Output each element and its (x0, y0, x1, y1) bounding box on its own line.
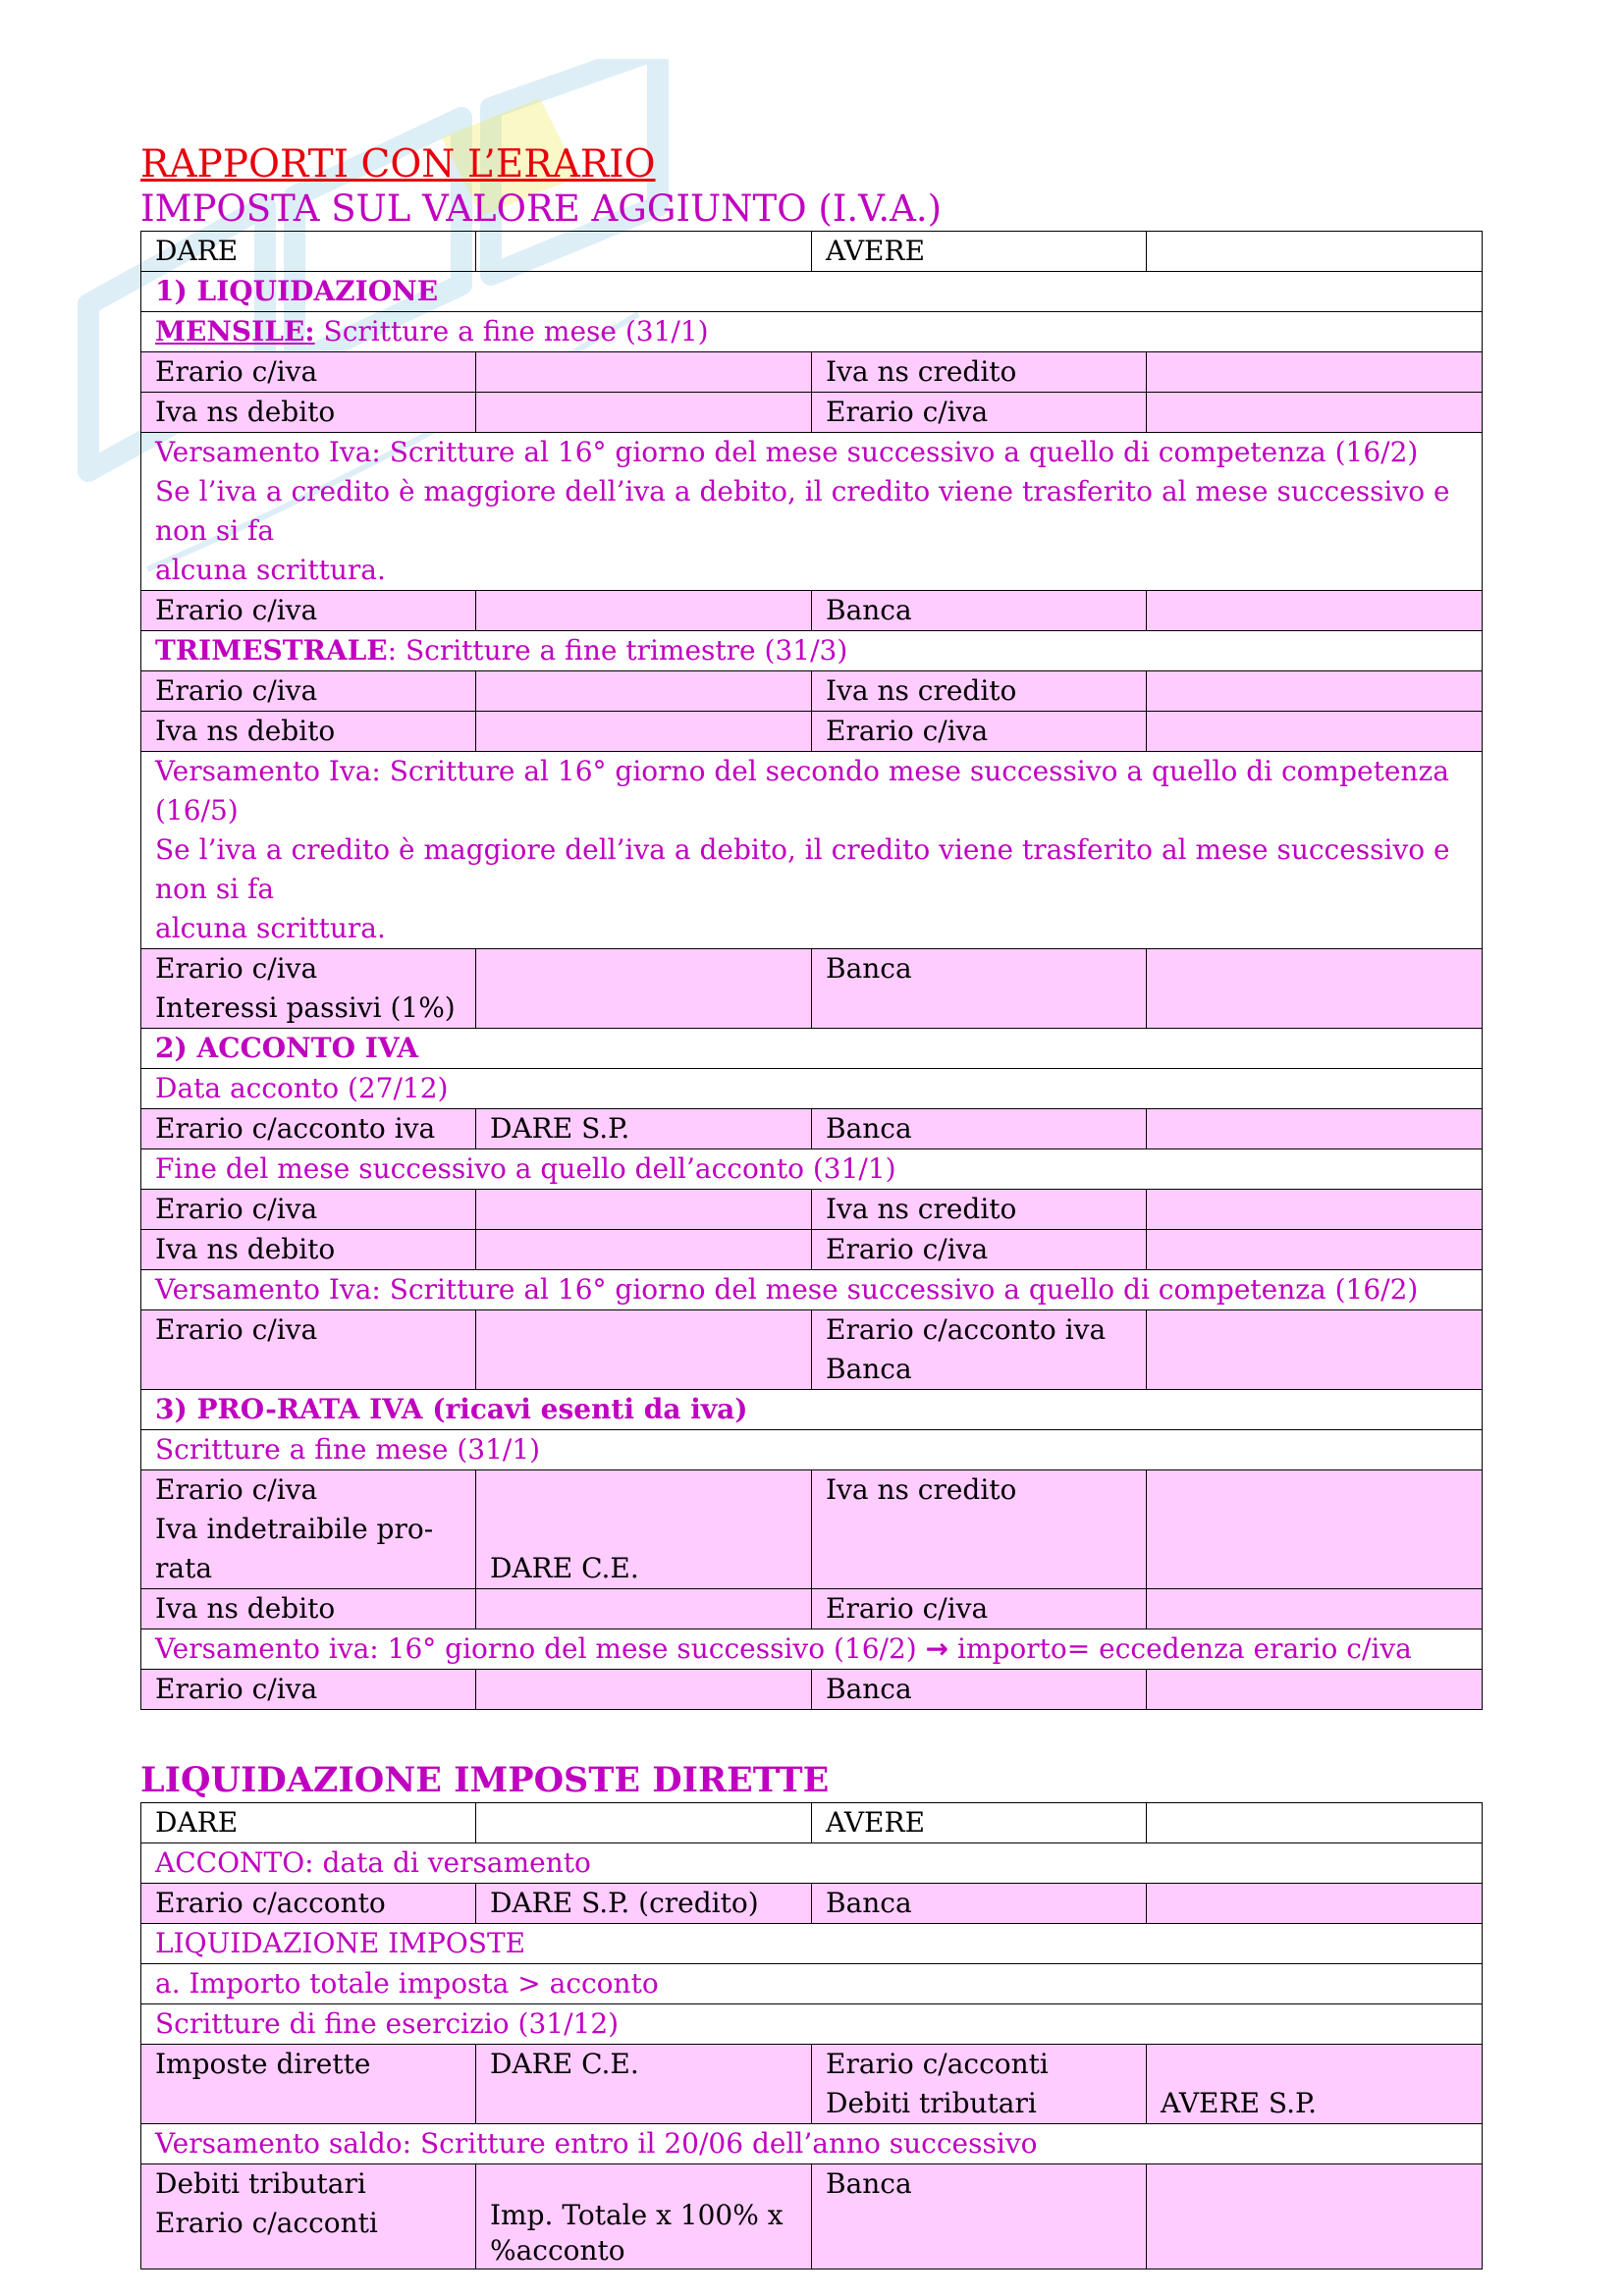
versamento-saldo-note: Versamento saldo: Scritture entro il 20/06 dell’anno successivo (141, 2124, 1483, 2164)
dare-cell: Debiti tributari Erario c/acconti (141, 2164, 476, 2269)
table-row (141, 1230, 1483, 1270)
dare-cell: Erario c/acconto iva (141, 1109, 476, 1149)
dare-cell: Erario c/iva (141, 1310, 476, 1390)
avere-cell: Banca (812, 591, 1147, 631)
mensile-row (141, 312, 1483, 352)
avere-cell: Iva ns credito (812, 1470, 1147, 1589)
avere-cell: Banca (812, 1670, 1147, 1710)
section-pro-rata: 3) PRO-RATA IVA (ricavi esenti da iva) (141, 1390, 1483, 1430)
dare-cell: Erario c/iva (141, 671, 476, 712)
note-cell: Imp. Totale x 100% x %acconto (476, 2164, 812, 2269)
table-header-row (141, 1803, 1483, 1843)
iva-table (140, 231, 1483, 1710)
table-row (141, 1310, 1483, 1390)
dare-cell: Erario c/iva Iva indetraibile pro-rata (141, 1470, 476, 1589)
avere-cell: Banca (812, 1109, 1147, 1149)
avere-cell: Erario c/iva (812, 393, 1147, 433)
table-row (141, 393, 1483, 433)
avere-cell: Banca (812, 2164, 1147, 2269)
note-cell: AVERE S.P. (1147, 2045, 1483, 2124)
iva-subtitle: IMPOSTA SUL VALORE AGGIUNTO (I.V.A.) (140, 187, 943, 230)
avere-header: AVERE (812, 1803, 1147, 1843)
liquidazione-imposte-title: LIQUIDAZIONE IMPOSTE (141, 1924, 1483, 1964)
table-row (141, 1670, 1483, 1710)
trimestrale-row: TRIMESTRALE: Scritture a fine trimestre (31/3) (141, 631, 1483, 671)
table-row (141, 591, 1483, 631)
dare-cell: Iva ns debito (141, 1230, 476, 1270)
avere-cell: Erario c/iva (812, 1589, 1147, 1629)
avere-cell: Erario c/acconto iva Banca (812, 1310, 1147, 1390)
note-cell: DARE S.P. (476, 1109, 812, 1149)
table-row (141, 671, 1483, 712)
avere-cell: Iva ns credito (812, 352, 1147, 393)
table-row (141, 1884, 1483, 1924)
table-row (141, 1589, 1483, 1629)
table-row (141, 949, 1483, 1029)
avere-cell: Erario c/iva (812, 712, 1147, 752)
mensile-text: Scritture a fine mese (31/1) (314, 315, 709, 347)
dare-cell: Imposte dirette (141, 2045, 476, 2124)
table-row (141, 2164, 1483, 2269)
table-row (141, 2045, 1483, 2124)
versamento-prorata-note: Versamento iva: 16° giorno del mese successivo (16/2) → importo= eccedenza erario c/iva (141, 1629, 1483, 1670)
dare-cell: Erario c/acconto (141, 1884, 476, 1924)
avere-header: AVERE (812, 232, 1147, 272)
scritture-fine-mese: Scritture a fine mese (31/1) (141, 1430, 1483, 1470)
dare-cell: Iva ns debito (141, 393, 476, 433)
acconto-title: ACCONTO: data di versamento (141, 1843, 1483, 1884)
versamento-acconto-note: Versamento Iva: Scritture al 16° giorno del mese successivo a quello di competenza (16/2) (141, 1270, 1483, 1310)
dare-header: DARE (141, 232, 476, 272)
avere-cell: Iva ns credito (812, 671, 1147, 712)
scritture-fine-esercizio: Scritture di fine esercizio (31/12) (141, 2004, 1483, 2045)
arrow-right-icon: → (925, 1632, 949, 1665)
section-imposte-dirette-title: LIQUIDAZIONE IMPOSTE DIRETTE (140, 1760, 830, 1800)
avere-cell: Erario c/iva (812, 1230, 1147, 1270)
dare-cell: Erario c/iva (141, 1670, 476, 1710)
dare-cell: Erario c/iva (141, 352, 476, 393)
mensile-label: MENSILE: (155, 315, 315, 347)
avere-cell: Erario c/acconti Debiti tributari (812, 2045, 1147, 2124)
dare-cell: Erario c/iva (141, 591, 476, 631)
table-row (141, 712, 1483, 752)
data-acconto: Data acconto (27/12) (141, 1069, 1483, 1109)
versamento-trimestrale-note: Versamento Iva: Scritture al 16° giorno del secondo mese successivo a quello di competenza (16/5) Se l’iva a credito è maggiore dell’iva a debito, il credito viene trasferito al mese successivo e non si fa alcuna scrittura. (141, 752, 1483, 949)
table-header-row (141, 232, 1483, 272)
table-row (141, 352, 1483, 393)
versamento-mensile-note: Versamento Iva: Scritture al 16° giorno del mese successivo a quello di competenza (16/2) Se l’iva a credito è maggiore dell’iva a debito, il credito viene trasferito al mese successivo e non si fa alcuna scrittura. (141, 433, 1483, 591)
avere-cell: Banca (812, 949, 1147, 1029)
dare-cell: Erario c/iva (141, 1190, 476, 1230)
table-row (141, 1470, 1483, 1589)
dare-cell: Erario c/iva Interessi passivi (1%) (141, 949, 476, 1029)
section-liquidazione: 1) LIQUIDAZIONE (141, 272, 1483, 312)
dare-header: DARE (141, 1803, 476, 1843)
avere-cell: Iva ns credito (812, 1190, 1147, 1230)
note-cell: DARE C.E. (476, 1470, 812, 1589)
section-acconto-iva: 2) ACCONTO IVA (141, 1029, 1483, 1069)
case-a: a. Importo totale imposta > acconto (141, 1964, 1483, 2004)
trimestrale-label: TRIMESTRALE (155, 634, 388, 667)
note-cell: DARE C.E. (476, 2045, 812, 2124)
dare-cell: Iva ns debito (141, 1589, 476, 1629)
avere-cell: Banca (812, 1884, 1147, 1924)
dare-cell: Iva ns debito (141, 712, 476, 752)
page-title: RAPPORTI CON L’ERARIO (140, 142, 656, 187)
imposte-dirette-table (140, 1802, 1483, 2269)
fine-mese-note: Fine del mese successivo a quello dell’acconto (31/1) (141, 1149, 1483, 1190)
table-row (141, 1190, 1483, 1230)
table-row (141, 1109, 1483, 1149)
note-cell: DARE S.P. (credito) (476, 1884, 812, 1924)
